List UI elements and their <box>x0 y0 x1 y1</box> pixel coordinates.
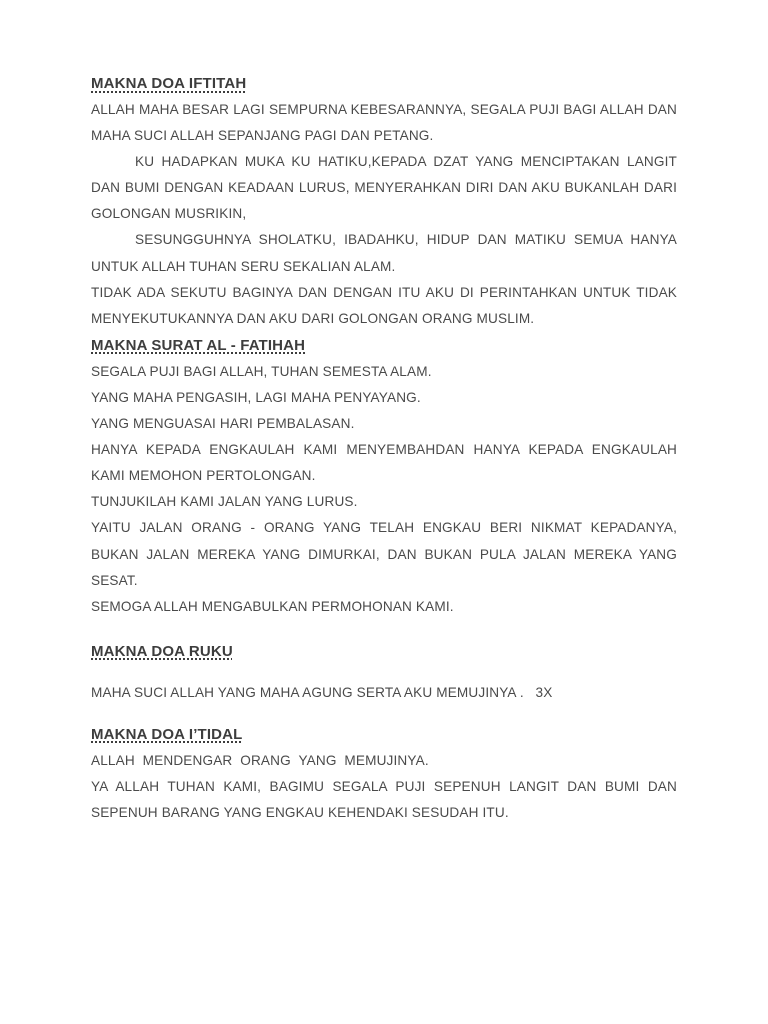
paragraph: SESUNGGUHNYA SHOLATKU, IBADAHKU, HIDUP DAN MATIKU SEMUA HANYA UNTUK ALLAH TUHAN SERU SEKALIAN ALAM. <box>91 232 677 274</box>
heading-al-fatihah: MAKNA SURAT AL - FATIHAH <box>91 336 306 354</box>
paragraph: ALLAH MAHA BESAR LAGI SEMPURNA KEBESARANNYA, SEGALA PUJI BAGI ALLAH DAN MAHA SUCI ALLAH SEPANJANG PAGI DAN PETANG. <box>91 102 677 144</box>
paragraph: TUNJUKILAH KAMI JALAN YANG LURUS. <box>91 494 358 510</box>
spacer <box>91 620 677 638</box>
heading-iftitah: MAKNA DOA IFTITAH <box>91 75 247 92</box>
heading-itidal: MAKNA DOA I’TIDAL <box>91 725 243 743</box>
paragraph: KU HADAPKAN MUKA KU HATIKU,KEPADA DZAT YANG MENCIPTAKAN LANGIT DAN BUMI DENGAN KEADAAN LURUS, MENYERAHKAN DIRI DAN AKU BUKANLAH DARI GOLONGAN MUSRIKIN, <box>91 154 677 222</box>
paragraph: SEGALA PUJI BAGI ALLAH, TUHAN SEMESTA ALAM. <box>91 363 432 379</box>
paragraph: YAITU JALAN ORANG - ORANG YANG TELAH ENGKAU BERI NIKMAT KEPADANYA, BUKAN JALAN MEREKA YANG DIMURKAI, DAN BUKAN PULA JALAN MEREKA YANG SESAT. <box>91 520 677 588</box>
spacer <box>91 665 677 680</box>
paragraph: TIDAK ADA SEKUTU BAGINYA DAN DENGAN ITU AKU DI PERINTAHKAN UNTUK TIDAK MENYEKUTUKANNYA DAN AKU DARI GOLONGAN ORANG MUSLIM. <box>91 284 677 326</box>
paragraph: YANG MAHA PENGASIH, LAGI MAHA PENYAYANG. <box>91 389 421 405</box>
paragraph: MAHA SUCI ALLAH YANG MAHA AGUNG SERTA AKU MEMUJINYA . 3X <box>91 684 553 700</box>
paragraph: YA ALLAH TUHAN KAMI, BAGIMU SEGALA PUJI SEPENUH LANGIT DAN BUMI DAN SEPENUH BARANG YANG ENGKAU KEHENDAKI SESUDAH ITU. <box>91 778 677 821</box>
heading-ruku: MAKNA DOA RUKU <box>91 642 233 660</box>
paragraph: YANG MENGUASAI HARI PEMBALASAN. <box>91 416 355 432</box>
paragraph: SEMOGA ALLAH MENGABULKAN PERMOHONAN KAMI. <box>91 598 454 614</box>
document-body <box>91 70 677 826</box>
spacer <box>91 706 677 721</box>
paragraph: HANYA KEPADA ENGKAULAH KAMI MENYEMBAHDAN HANYA KEPADA ENGKAULAH KAMI MEMOHON PERTOLONGAN. <box>91 442 677 484</box>
paragraph: ALLAH MENDENGAR ORANG YANG MEMUJINYA. <box>91 752 429 768</box>
